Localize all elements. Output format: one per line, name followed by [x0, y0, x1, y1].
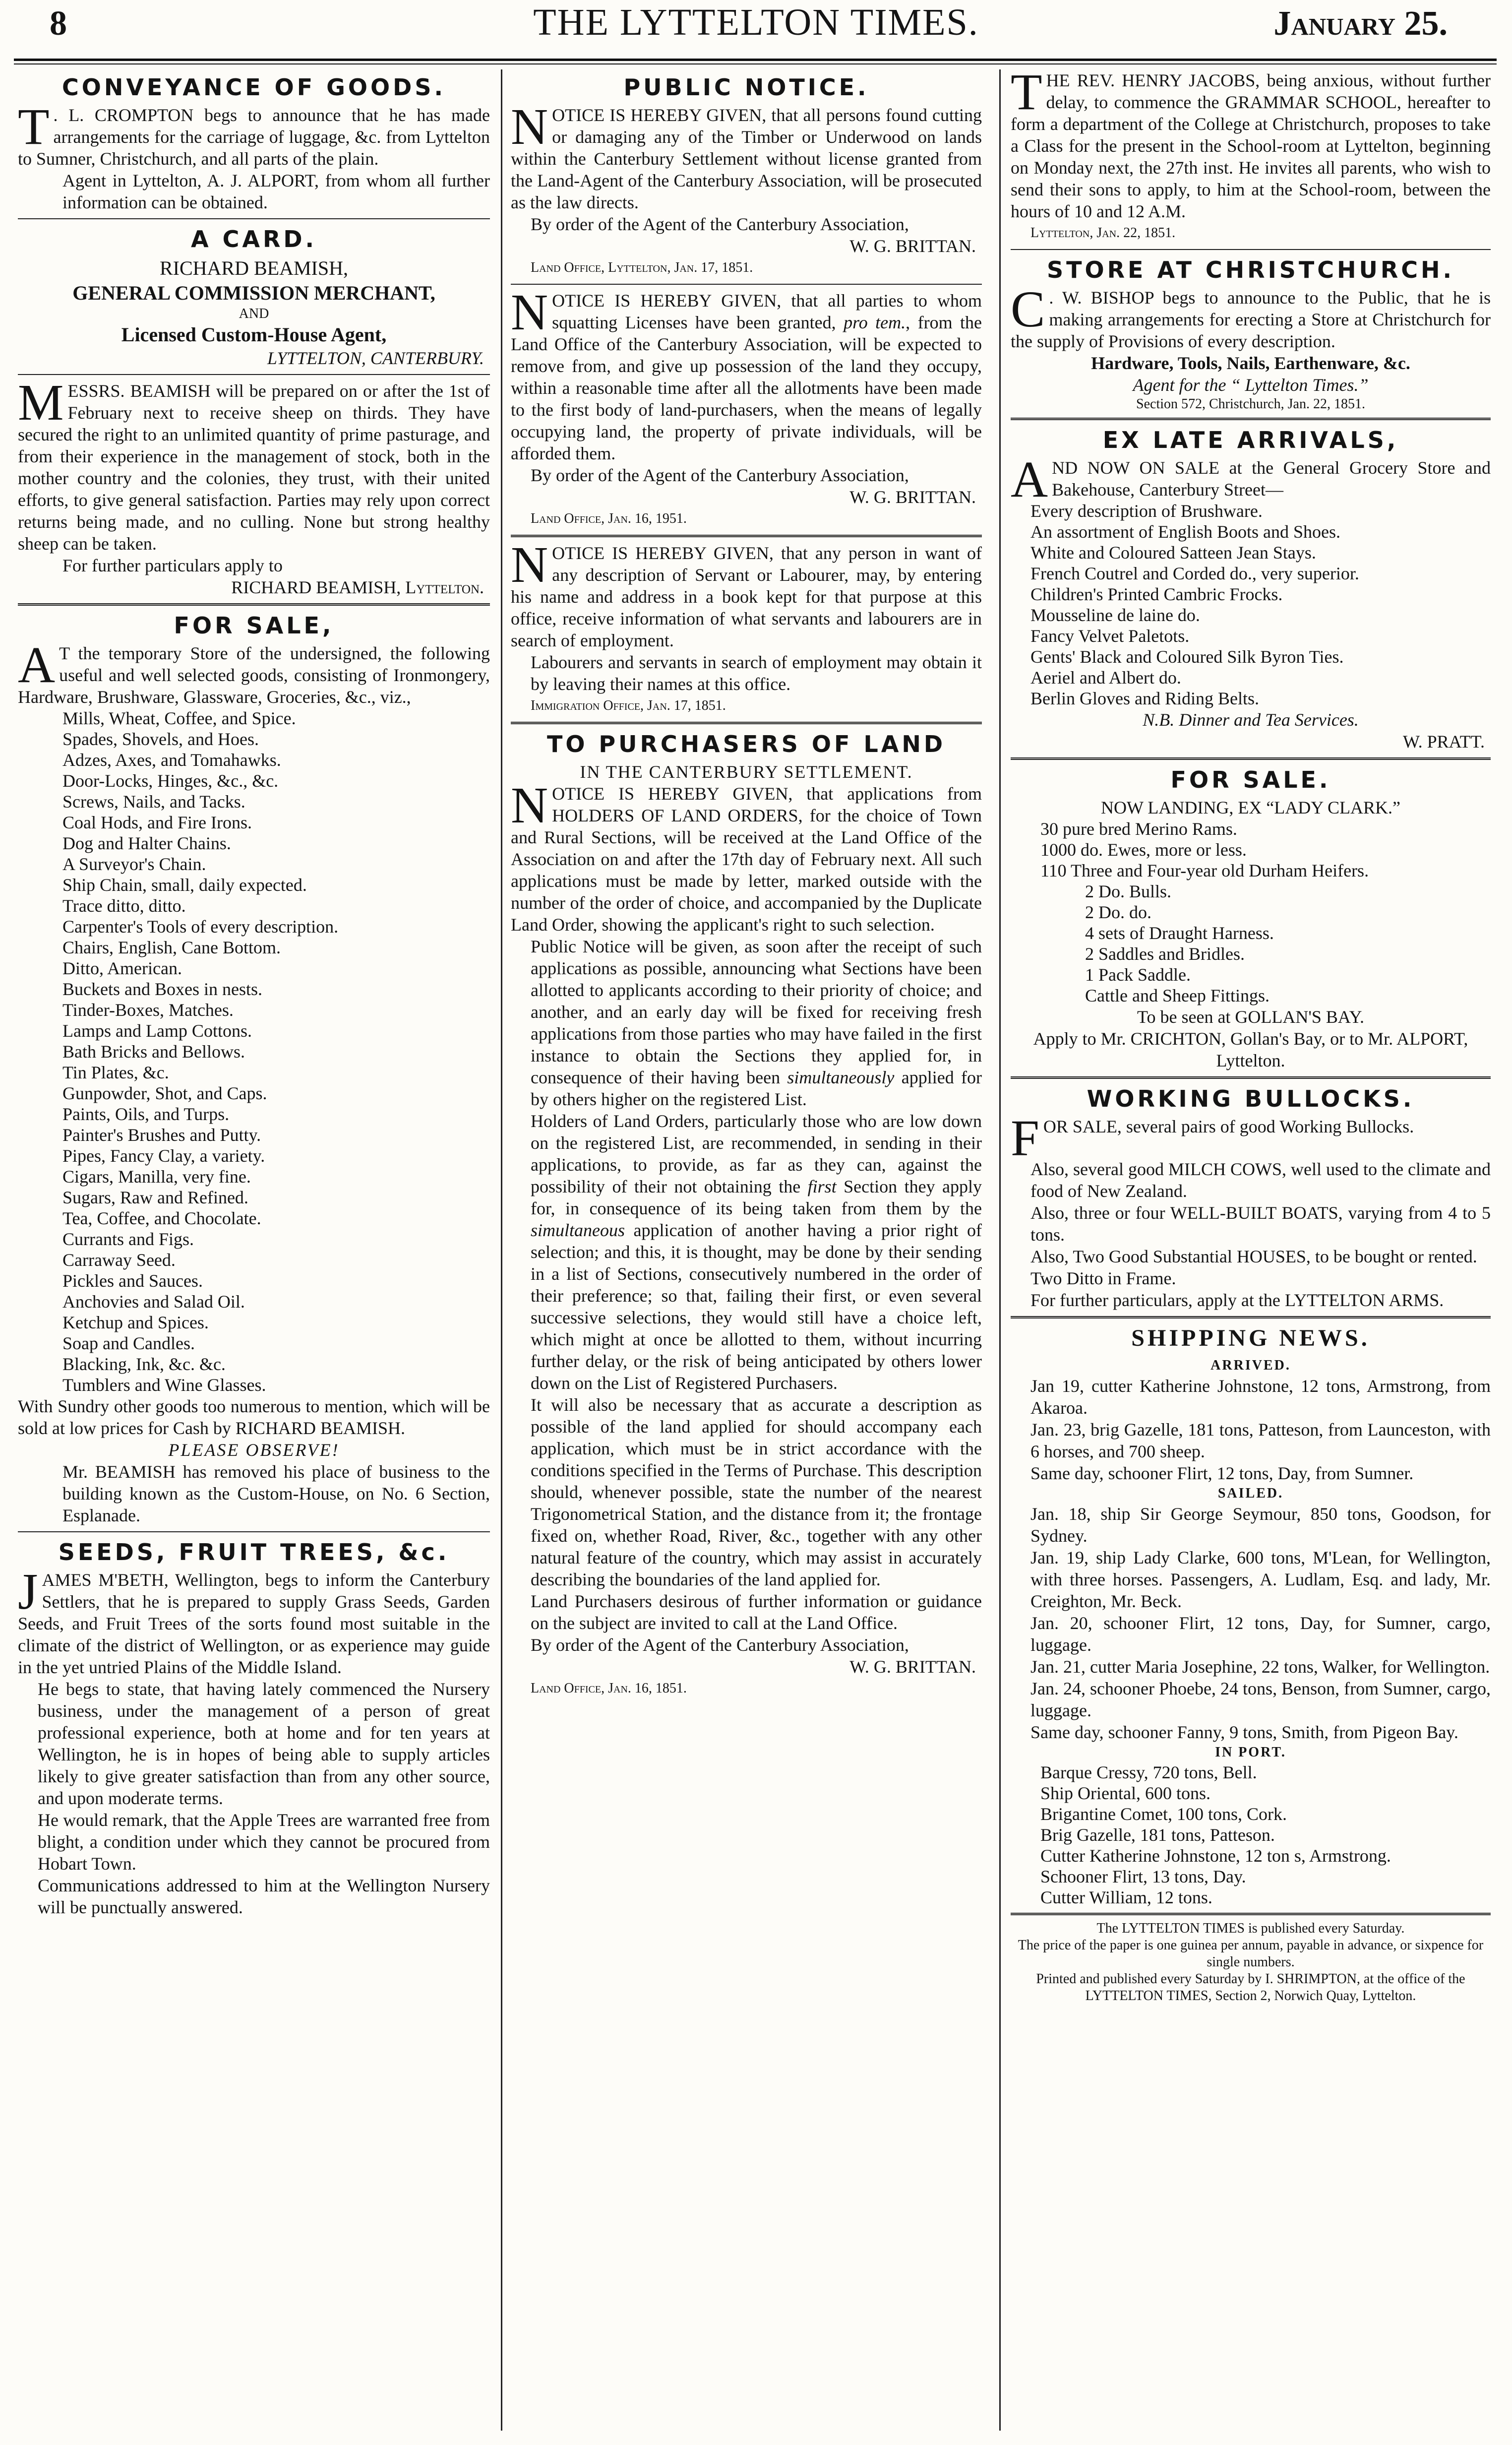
sailed-heading: SAILED.	[1217, 1486, 1284, 1501]
agent-title: Licensed Custom-House Agent,	[121, 323, 387, 346]
signature: W. G. BRITTAN.	[849, 1657, 976, 1677]
in-port-heading: IN PORT.	[1215, 1745, 1286, 1760]
drop-cap: N	[511, 284, 548, 341]
drop-cap: M	[18, 374, 64, 431]
list-item: Pickles and Sauces.	[62, 1271, 203, 1291]
list-item: Soap and Candles.	[62, 1333, 195, 1353]
observe-heading: PLEASE OBSERVE!	[168, 1440, 340, 1460]
ad-text: OTICE IS HEREBY GIVEN, that all persons found cutting or damaging any of the Timber or Underwood on lands within the Canterbury Settlement without license granted from the Land-Agent of the Canterbury Association, will be prosecuted as the law directs.	[511, 105, 982, 212]
arrivals-list	[1011, 501, 1491, 709]
list-item: Door-Locks, Hinges, &c., &c.	[62, 771, 279, 791]
ad-body	[18, 636, 490, 708]
masthead-rule	[14, 59, 1497, 61]
imprint-line: The price of the paper is one guinea per annum, payable in advance, or sixpence for single numbers.	[1018, 1938, 1484, 1970]
signature: W. G. BRITTAN.	[849, 487, 976, 507]
ad-text: Section they apply for, in consequence of its being taken from them by the	[531, 1177, 982, 1218]
shipping-entry: Jan. 19, ship Lady Clarke, 600 tons, M'Lean, for Wellington, with three horses. Passengers, A. Ludlam, Esq. and lady, Mr. Creighton, Mr. Beck.	[1030, 1548, 1491, 1611]
list-item: 2 Do. Bulls.	[1085, 881, 1172, 901]
drop-cap: F	[1011, 1110, 1039, 1167]
list-item: Aeriel and Albert do.	[1030, 668, 1181, 688]
ad-text: , from the Land Office of the Canterbury Association, will be expected to remove from, and give up possession of the land they occupy, within a reasonable time after all the allotments have been made to the first body of land-purchasers, when the means of legally occupying land, the property of private individuals, will be afforded them.	[511, 313, 982, 463]
drop-cap: N	[511, 777, 548, 834]
list-item: Adzes, Axes, and Tomahawks.	[62, 750, 281, 770]
ad-text: OR SALE, several pairs of good Working Bullocks.	[1043, 1117, 1414, 1136]
ad-body	[1011, 451, 1491, 508]
list-item: 4 sets of Draught Harness.	[1085, 923, 1274, 943]
ad-text: applied for by others higher on the registered List.	[531, 1067, 982, 1109]
livestock-list	[1011, 818, 1491, 1006]
ad-paragraph: Also, several good MILCH COWS, well used to the climate and food of New Zealand.	[1030, 1159, 1491, 1201]
ad-body	[1011, 1110, 1491, 1167]
column-right	[1011, 69, 1491, 2436]
goods-list	[18, 708, 490, 1395]
list-item: An assortment of English Boots and Shoes.	[1030, 522, 1340, 542]
list-item: Ditto, American.	[62, 958, 182, 978]
drop-cap: N	[511, 536, 548, 593]
list-item: Ship Oriental, 600 tons.	[1040, 1783, 1210, 1803]
ad-subheading: IN THE CANTERBURY SETTLEMENT.	[580, 762, 913, 782]
order-text: By order of the Agent of the Canterbury Association,	[531, 1635, 909, 1655]
drop-cap: A	[1011, 451, 1048, 508]
ad-body	[18, 374, 490, 555]
ad-text: Public Notice will be given, as soon after the receipt of such applications as possible, announcing what Sections have been allotted to applicants according to their priority of choice; and another, and an early day will be fixed for receiving fresh applications from those parties who may have failed in the first instance to obtain the Sections they applied for, in consequence of their having been	[531, 937, 982, 1087]
column-left	[18, 69, 490, 2436]
list-item: White and Coloured Satteen Jean Stays.	[1030, 543, 1316, 563]
ad-agent: Agent in Lyttelton, A. J. ALPORT, from whom all further information can be obtained.	[62, 171, 490, 212]
ad-outro: With Sundry other goods too numerous to mention, which will be sold at low prices for Cash by RICHARD BEAMISH.	[18, 1396, 490, 1438]
ad-emphasis: first	[807, 1177, 837, 1196]
ad-heading: FOR SALE,	[174, 612, 334, 639]
list-item: Painter's Brushes and Putty.	[62, 1125, 261, 1145]
ad-subheading: NOW LANDING, EX “LADY CLARK.”	[1101, 798, 1400, 817]
merchant-name: RICHARD BEAMISH,	[159, 257, 349, 279]
column-middle	[511, 69, 982, 2436]
newspaper-title: THE LYTTELTON TIMES.	[533, 1, 979, 43]
drop-cap: A	[18, 636, 56, 693]
ad-body	[511, 777, 982, 936]
list-item: Trace ditto, ditto.	[62, 896, 186, 916]
list-item: Dog and Halter Chains.	[62, 833, 231, 853]
notice-date: Land Office, Jan. 16, 1851.	[531, 1681, 687, 1696]
ad-text: AMES M'BETH, Wellington, begs to inform the Canterbury Settlers, that he is prepared to supply Grass Seeds, Garden Seeds, and Fruit Trees of the sorts found most suitable in the climate of the district of Wellington, or as experience may guide in the yet untried Plains of the Middle Island.	[18, 1570, 490, 1677]
list-item: Tinder-Boxes, Matches.	[62, 1000, 234, 1020]
store-agent: Agent for the “ Lyttelton Times.”	[1133, 375, 1369, 395]
and-text: AND	[239, 306, 269, 321]
list-item: Sugars, Raw and Refined.	[62, 1188, 248, 1207]
list-item: 2 Do. do.	[1085, 902, 1151, 922]
list-item: Screws, Nails, and Tacks.	[62, 792, 245, 812]
shipping-entry: Jan. 21, cutter Maria Josephine, 22 tons, Walker, for Wellington.	[1030, 1657, 1490, 1677]
drop-cap: J	[18, 1563, 38, 1620]
ad-heading: A CARD.	[190, 226, 317, 252]
signature: RICHARD BEAMISH, Lyttelton.	[231, 577, 484, 597]
ad-body	[511, 98, 982, 213]
shipping-entry: Same day, schooner Flirt, 12 tons, Day, from Sumner.	[1030, 1463, 1414, 1483]
list-item: Bath Bricks and Bellows.	[62, 1042, 245, 1062]
divider	[1011, 757, 1491, 760]
list-item: Lamps and Lamp Cottons.	[62, 1021, 252, 1041]
ad-body	[18, 98, 490, 170]
place: LYTTELTON, CANTERBURY.	[267, 348, 484, 368]
divider	[1011, 249, 1491, 250]
ad-heading: TO PURCHASERS OF LAND	[546, 731, 946, 757]
ad-paragraph	[511, 936, 982, 1110]
notice-date: Immigration Office, Jan. 17, 1851.	[531, 698, 726, 713]
ad-heading: EX LATE ARRIVALS,	[1102, 427, 1399, 453]
imprint	[1011, 1920, 1491, 2005]
masthead	[0, 0, 1512, 64]
ad-paragraph: For further particulars, apply at the LYTTELTON ARMS.	[1030, 1290, 1444, 1310]
issue-date: January 25.	[1273, 4, 1448, 43]
column-rule	[999, 69, 1001, 2431]
ad-paragraph: He begs to state, that having lately commenced the Nursery business, under the management of a person of great professional experience, both at home and for ten years at Wellington, he is in hopes of being able to supply articles likely to give greater satisfaction than from any other source, and upon moderate terms.	[38, 1679, 490, 1808]
list-item: Mills, Wheat, Coffee, and Spice.	[62, 708, 296, 728]
ad-bullocks	[1011, 1084, 1491, 1311]
notice-public	[511, 72, 982, 279]
ad-paragraph: It will also be necessary that as accurate a description as possible of the land applied for should accompany each application, which must be in strict accordance with the conditions specified in the Terms of Purchase. This description should, whenever possible, state the number of the nearest Trigonometrical Station, and the distance from it; the frontage fixed on, whether Road, River, &c., together with any other natural feature of the country, which may assist in accurately describing the boundaries of the land applied for.	[531, 1395, 982, 1589]
shipping-entry: Jan. 24, schooner Phoebe, 24 tons, Benson, from Sumner, cargo, luggage.	[1030, 1679, 1491, 1720]
shipping-entry: Jan. 18, ship Sir George Seymour, 850 tons, Goodson, for Sydney.	[1030, 1504, 1491, 1546]
list-item: Cutter Katherine Johnstone, 12 ton s, Armstrong.	[1040, 1846, 1391, 1866]
ad-text: ND NOW ON SALE at the General Grocery Store and Bakehouse, Canterbury Street—	[1052, 458, 1491, 500]
ad-paragraph: Land Purchasers desirous of further information or guidance on the subject are invited to call at the Land Office.	[531, 1591, 982, 1633]
divider	[1011, 418, 1491, 420]
ad-heading: WORKING BULLOCKS.	[1087, 1085, 1415, 1112]
ad-paragraph: He would remark, that the Apple Trees are warranted free from blight, a condition under which they cannot be procured from Hobart Town.	[38, 1810, 490, 1874]
ad-paragraph: Labourers and servants in search of employment may obtain it by leaving their names at this office.	[531, 652, 982, 694]
ad-text: OTICE IS HEREBY GIVEN, that applications from HOLDERS OF LAND ORDERS, for the choice of Town and Rural Sections, will be received at the Land Office of the Association on and after the 17th day of February next. All such applications must be made by letter, marked outside with the number of the order of choice, and accompanied by the Duplicate Land Order, showing the applicant's right to such selection.	[511, 784, 982, 935]
ad-body	[1011, 69, 1491, 222]
list-item: Tin Plates, &c.	[62, 1063, 169, 1082]
list-item: A Surveyor's Chain.	[62, 854, 206, 874]
list-item: Paints, Oils, and Turps.	[62, 1104, 230, 1124]
ad-text: ESSRS. BEAMISH will be prepared on or after the 1st of February next to receive sheep on thirds. They have secured the right to an unlimited quantity of prime pasturage, and from their experience in the management of stock, both in the mother country and the colonies, they trust, with their united efforts, to give general satisfaction. Parties may rely upon correct returns being made, and no culling. None but strong healthy sheep can be taken.	[18, 381, 490, 554]
ad-text: T the temporary Store of the undersigned, the following useful and well selected goods, consisting of Ironmongery, Hardware, Brushware, Glassware, Groceries, &c., viz.,	[18, 643, 490, 707]
divider	[1011, 1316, 1491, 1318]
ad-card	[18, 224, 490, 598]
divider	[511, 284, 982, 285]
shipping-entry: Jan. 23, brig Gazelle, 181 tons, Patteson, from Launceston, with 6 horses, and 700 sheep.	[1030, 1420, 1491, 1461]
ad-body	[18, 1563, 490, 1678]
list-item: Anchovies and Salad Oil.	[62, 1292, 245, 1312]
further-text: For further particulars apply to	[62, 556, 283, 575]
ad-store	[1011, 255, 1491, 413]
masthead-rule-thin	[14, 63, 1497, 64]
divider	[18, 1531, 490, 1532]
ad-paragraph: Also, Two Good Substantial HOUSES, to be bought or rented.	[1030, 1247, 1477, 1266]
list-item: Schooner Flirt, 13 tons, Day.	[1040, 1867, 1246, 1886]
imprint-line: Printed and published every Saturday by I. SHRIMPTON, at the office of the LYTTELTON TIMES, Section 2, Norwich Quay, Lyttelton.	[1036, 1971, 1465, 2004]
ad-heading: CONVEYANCE OF GOODS.	[62, 74, 446, 101]
list-item: Berlin Gloves and Riding Belts.	[1030, 689, 1259, 708]
ad-body	[1011, 281, 1491, 352]
list-item: Chairs, English, Cane Bottom.	[62, 938, 281, 957]
observe-text: Mr. BEAMISH has removed his place of business to the building known as the Custom-House, on No. 6 Section, Esplanade.	[62, 1462, 490, 1525]
list-item: 110 Three and Four-year old Durham Heifers.	[1040, 861, 1369, 880]
shipping-entry: Jan. 20, schooner Flirt, 12 tons, Day, for Sumner, cargo, luggage.	[1030, 1613, 1491, 1655]
list-item: Mousseline de laine do.	[1030, 605, 1200, 625]
drop-cap: T	[18, 98, 50, 155]
ad-text: application of another having a prior right of selection; and this, it is thought, may be done by their sending in a list of Sections, consecutively numbered in the order of their preference; so that, failing their first, or even several successive selections, they would still have a choice left, which might at once be allotted to them, without incurring further delay, or the risk of being anticipated by others lower down on the List of Registered Purchasers.	[531, 1220, 982, 1393]
list-item: Tumblers and Wine Glasses.	[62, 1375, 266, 1395]
order-text: By order of the Agent of the Canterbury Association,	[531, 214, 909, 234]
drop-cap: N	[511, 98, 548, 155]
apply-text: Apply to Mr. CRICHTON, Gollan's Bay, or to Mr. ALPORT, Lyttelton.	[1033, 1029, 1468, 1070]
list-item: Carraway Seed.	[62, 1250, 176, 1270]
arrived-heading: ARRIVED.	[1210, 1358, 1291, 1373]
ad-text: HE REV. HENRY JACOBS, being anxious, without further delay, to commence the GRAMMAR SCHOOL, hereafter to form a department of the College at Christchurch, proposes to take a Class for the present in the School-room at Lyttelton, beginning on Monday next, the 27th inst. He invites all parents, who wish to send their sons to apply, to him at the School-room, between the hours of 10 and 12 A.M.	[1011, 70, 1491, 221]
list-item: French Coutrel and Corded do., very superior.	[1030, 564, 1359, 583]
list-item: 1000 do. Ewes, more or less.	[1040, 840, 1247, 860]
column-rule	[501, 69, 502, 2431]
ad-for-sale-lady-clark	[1011, 765, 1491, 1071]
list-item: 1 Pack Saddle.	[1085, 965, 1191, 985]
ad-text: OTICE IS HEREBY GIVEN, that any person in want of any description of Servant or Labourer, may, by entering his name and address in a book kept for that purpose at this office, receive information of what servants and labourers are in search of employment.	[511, 543, 982, 650]
ad-paragraph	[511, 1110, 982, 1394]
imprint-line: The LYTTELTON TIMES is published every Saturday.	[1096, 1921, 1405, 1936]
notice-squatting	[511, 284, 982, 530]
list-item: Brig Gazelle, 181 tons, Patteson.	[1040, 1825, 1275, 1845]
list-item: Buckets and Boxes in nests.	[62, 979, 262, 999]
divider	[511, 535, 982, 537]
list-item: 30 pure bred Merino Rams.	[1040, 819, 1237, 839]
list-item: Coal Hods, and Fire Irons.	[62, 813, 252, 832]
list-item: Tea, Coffee, and Chocolate.	[62, 1208, 261, 1228]
notice-servants	[511, 536, 982, 717]
divider	[18, 374, 490, 375]
ad-emphasis: simultaneous	[531, 1220, 625, 1240]
list-item: Gunpowder, Shot, and Caps.	[62, 1083, 267, 1103]
shipping-news	[1011, 1323, 1491, 1908]
ad-emphasis: pro tem.	[844, 313, 906, 332]
ad-emphasis: simultaneously	[787, 1067, 895, 1087]
merchant-title: GENERAL COMMISSION MERCHANT,	[72, 282, 435, 304]
page-number: 8	[50, 4, 67, 43]
ad-text: Holders of Land Orders, particularly those who are low down on the registered List, are recommended, in sending in their applications, to provide, as far as they can, against the possibility of their not obtaining the	[531, 1111, 982, 1196]
ad-grammar-school	[1011, 69, 1491, 244]
ad-paragraph: Two Ditto in Frame.	[1030, 1268, 1176, 1288]
drop-cap: T	[1011, 69, 1042, 121]
in-port-list	[1011, 1762, 1491, 1908]
ad-for-sale	[18, 611, 490, 1526]
divider	[18, 218, 490, 219]
signature: W. PRATT.	[1402, 732, 1485, 752]
ad-body	[511, 284, 982, 464]
ad-conveyance	[18, 72, 490, 213]
list-item: Pipes, Fancy Clay, a variety.	[62, 1146, 265, 1166]
drop-cap: C	[1011, 281, 1045, 338]
ad-heading: PUBLIC NOTICE.	[623, 74, 869, 101]
divider	[18, 603, 490, 606]
list-item: Brigantine Comet, 100 tons, Cork.	[1040, 1804, 1287, 1824]
order-text: By order of the Agent of the Canterbury Association,	[531, 465, 909, 485]
shipping-entry: Jan 19, cutter Katherine Johnstone, 12 tons, Armstrong, from Akaroa.	[1030, 1376, 1491, 1418]
signature: W. G. BRITTAN.	[849, 236, 976, 256]
store-section: Section 572, Christchurch, Jan. 22, 1851.	[1136, 396, 1365, 412]
divider	[511, 722, 982, 724]
store-goods: Hardware, Tools, Nails, Earthenware, &c.	[1091, 353, 1410, 373]
ad-paragraph: Also, three or four WELL-BUILT BOATS, varying from 4 to 5 tons.	[1030, 1203, 1491, 1245]
ad-seeds	[18, 1537, 490, 1918]
ad-heading: SEEDS, FRUIT TREES, &c.	[58, 1539, 450, 1566]
divider	[1011, 1076, 1491, 1079]
notice-date: Land Office, Lyttelton, Jan. 17, 1851.	[531, 260, 753, 275]
list-item: Cattle and Sheep Fittings.	[1085, 986, 1270, 1005]
ad-heading: STORE AT CHRISTCHURCH.	[1047, 256, 1454, 283]
list-item: Cutter William, 12 tons.	[1040, 1887, 1212, 1907]
ad-heading: SHIPPING NEWS.	[1131, 1325, 1370, 1351]
list-item: Ship Chain, small, daily expected.	[62, 875, 307, 895]
list-item: Carpenter's Tools of every description.	[62, 917, 339, 937]
nb-text: N.B. Dinner and Tea Services.	[1143, 710, 1359, 730]
ad-arrivals	[1011, 425, 1491, 752]
ad-heading: FOR SALE.	[1170, 766, 1331, 793]
ad-text: . W. BISHOP begs to announce to the Public, that he is making arrangements for erecting a Store at Christchurch for the supply of Provisions of every description.	[1011, 288, 1491, 351]
list-item: Spades, Shovels, and Hoes.	[62, 729, 259, 749]
notice-date: Lyttelton, Jan. 22, 1851.	[1030, 225, 1176, 241]
ad-body	[511, 536, 982, 651]
list-item: Gents' Black and Coloured Silk Byron Ties.	[1030, 647, 1344, 667]
list-item: Children's Printed Cambric Frocks.	[1030, 584, 1283, 604]
list-item: Blacking, Ink, &c. &c.	[62, 1354, 226, 1374]
notice-date: Land Office, Jan. 16, 1951.	[531, 511, 687, 526]
list-item: Every description of Brushware.	[1030, 501, 1263, 521]
ad-text: . L. CROMPTON begs to announce that he has made arrangements for the carriage of luggage, &c. from Lyttelton to Sumner, Christchurch, and all parts of the plain.	[18, 105, 490, 169]
ad-paragraph: Communications addressed to him at the Wellington Nursery will be punctually answered.	[38, 1876, 490, 1917]
list-item: Currants and Figs.	[62, 1229, 194, 1249]
seen-text: To be seen at GOLLAN'S BAY.	[1137, 1007, 1364, 1027]
list-item: Cigars, Manilla, very fine.	[62, 1167, 251, 1187]
ad-text: OTICE IS HEREBY GIVEN, that all parties to whom squatting Licenses have been granted,	[552, 291, 982, 332]
notice-purchasers	[511, 729, 982, 1699]
list-item: Fancy Velvet Paletots.	[1030, 626, 1190, 646]
list-item: 2 Saddles and Bridles.	[1085, 944, 1245, 964]
list-item: Ketchup and Spices.	[62, 1313, 209, 1332]
divider	[1011, 1913, 1491, 1915]
shipping-entry: Same day, schooner Fanny, 9 tons, Smith, from Pigeon Bay.	[1030, 1722, 1458, 1742]
list-item: Barque Cressy, 720 tons, Bell.	[1040, 1762, 1257, 1782]
